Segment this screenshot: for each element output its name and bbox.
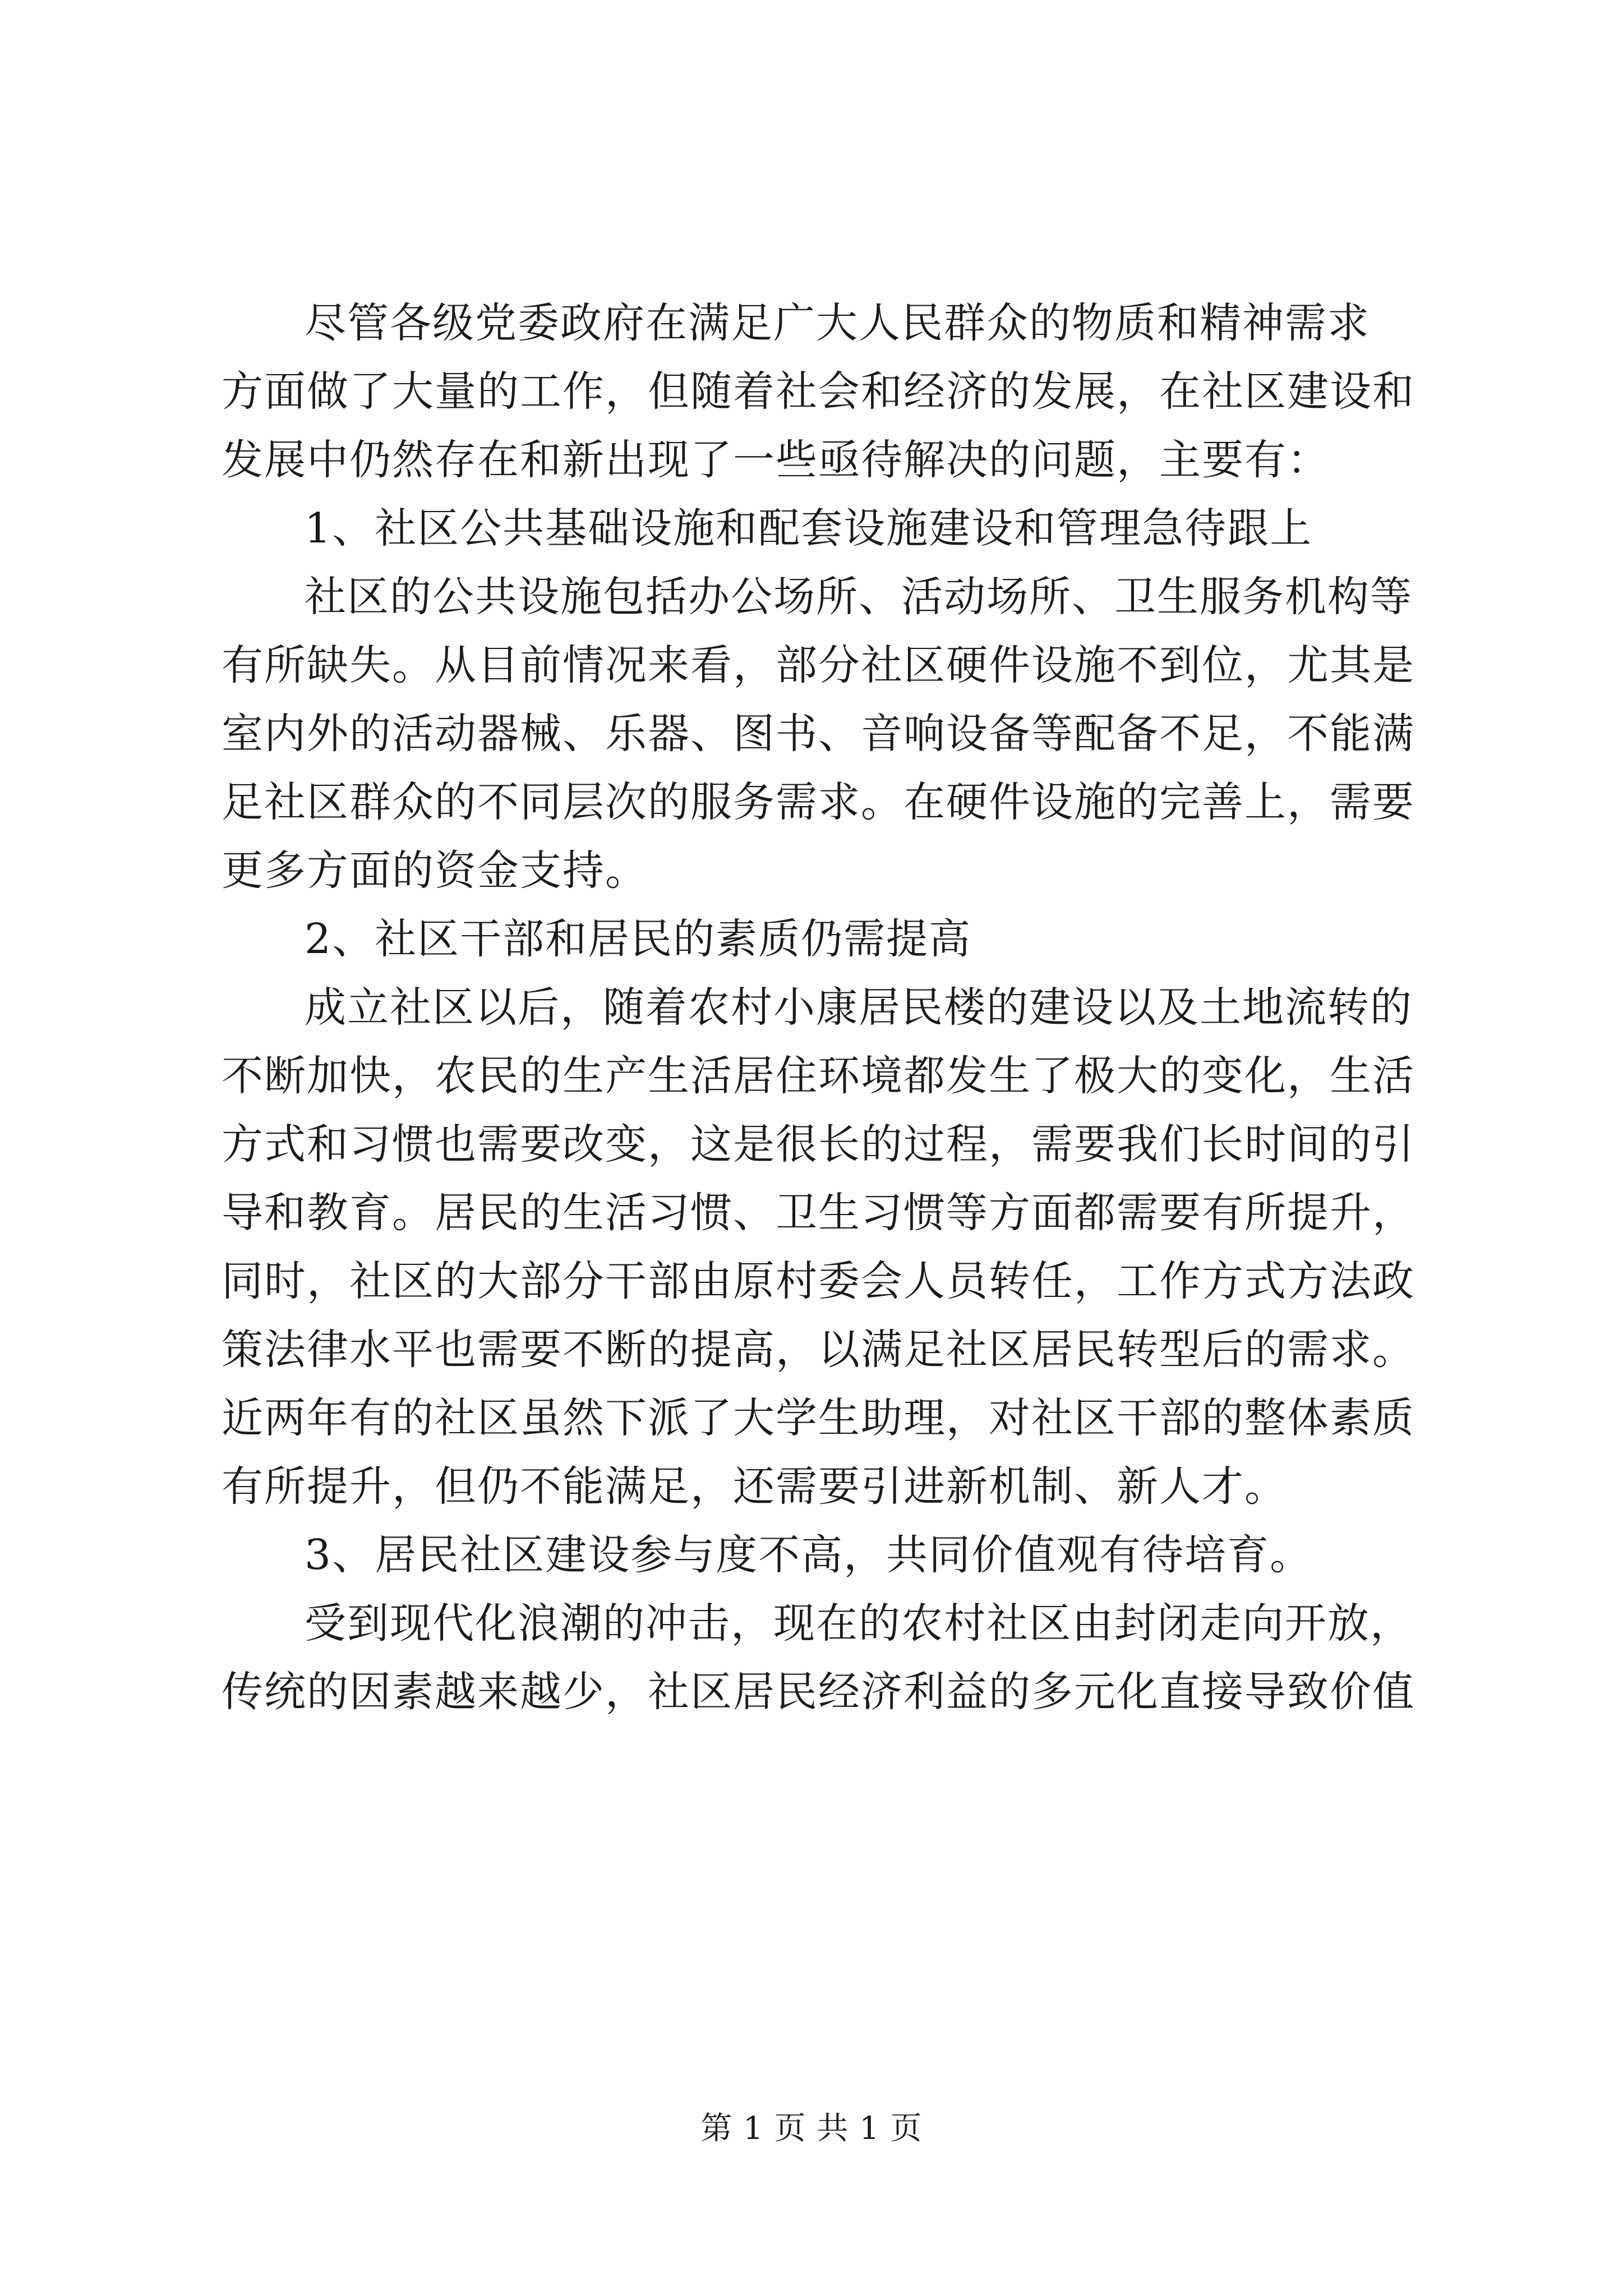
section-heading-3: 3、居民社区建设参与度不高，共同价值观有待培育。 [305,1531,1313,1579]
section-paragraph-3: 受到现代化浪潮的冲击，现在的农村社区由封闭走向开放， 传统的因素越来越少，社区居民经济利益的多元化直接导致价值 [222,1599,1415,1716]
intro-paragraph: 尽管各级党委政府在满足广大人民群众的物质和精神需求 方面做了大量的工作，但随着社会和经济的发展，在社区建设和 发展中仍然存在和新出现了一些亟待解决的问题，主要有： [222,299,1415,484]
section-paragraph-2: 成立社区以后，随着农村小康居民楼的建设以及土地流转的 不断加快，农民的生产生活居住环境都发生了极大的变化，生活 方式和习惯也需要改变，这是很长的过程，需要我们长时间的引 导和教育。居民的生活习惯、卫生习惯等方面都需要有所提升， 同时，社区的大部分干部由原村委会人员转任，工作方式方法政 策法律水平也需要不断的提高，以满足社区居民转型后的需求。 近两年有的社区虽然下派了大学生助理，对社区干部的整体素质 有所提升，但仍不能满足，还需要引进新机制、新人才。 [222,983,1415,1511]
section-paragraph-1: 社区的公共设施包括办公场所、活动场所、卫生服务机构等 有所缺失。从目前情况来看，部分社区硬件设施不到位，尤其是 室内外的活动器械、乐器、图书、音响设备等配备不足，不能满 足社区群众的不同层次的服务需求。在硬件设施的完善上，需要 更多方面的资金支持。 [222,573,1415,895]
page-number-footer: 第 1 页 共 1 页 [700,2110,923,2147]
section-heading-2: 2、社区干部和居民的素质仍需提高 [305,915,972,963]
section-heading-1: 1、社区公共基础设施和配套设施建设和管理急待跟上 [305,504,1313,553]
document-body [222,289,1416,1726]
